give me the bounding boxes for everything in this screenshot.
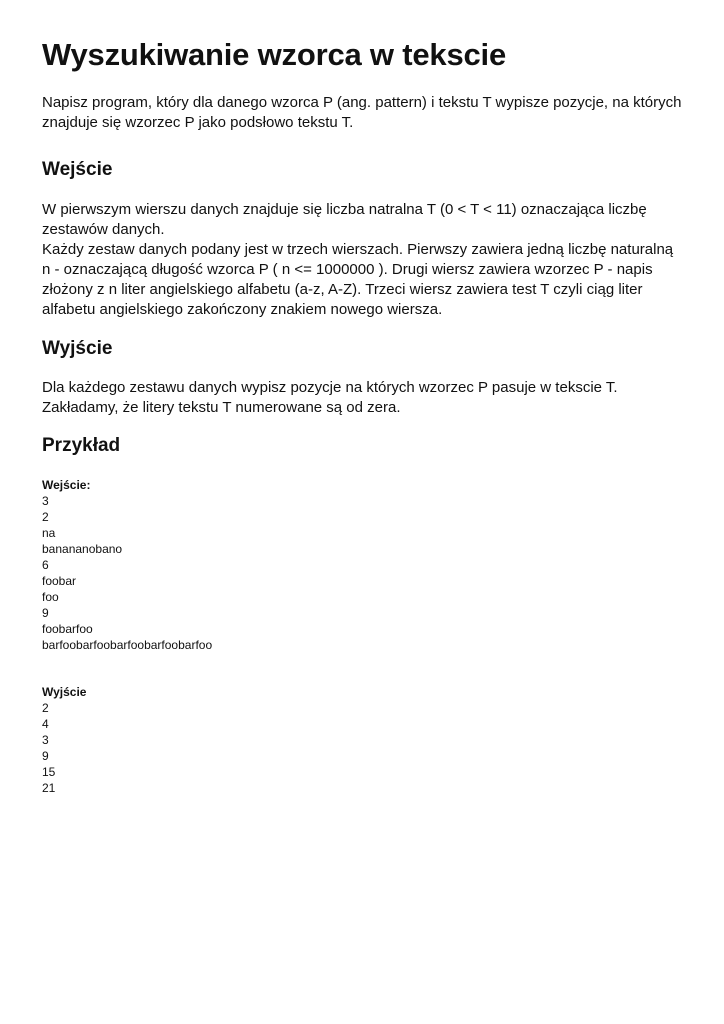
output-line: Zakładamy, że litery tekstu T numerowane są od zera. <box>42 399 401 416</box>
input-line: Każdy zestaw danych podany jest w trzech wierszach. Pierwszy zawiera jedną liczbę naturalną <box>42 241 674 258</box>
intro-line: znajduje się wzorzec P jako podsłowo tekstu T. <box>42 114 354 131</box>
example-heading: Przykład <box>42 435 121 456</box>
example-output-line: 3 <box>42 733 49 747</box>
document-page <box>42 0 692 796</box>
input-line: n - oznaczającą długość wzorca P ( n <= 1000000 ). Drugi wiersz zawiera wzorzec P - napis <box>42 261 653 278</box>
example-input-block <box>42 493 692 653</box>
example-input-line: barfoobarfoobarfoobarfoobarfoo <box>42 638 213 652</box>
example-output-line: 21 <box>42 781 56 795</box>
example-input-line: na <box>42 526 56 540</box>
intro-line: Napisz program, który dla danego wzorca P (ang. pattern) i tekstu T wypisze pozycje, na których <box>42 94 682 111</box>
input-line: alfabetu angielskiego zakończony znakiem nowego wiersza. <box>42 301 443 318</box>
input-line: zestawów danych. <box>42 221 165 238</box>
output-description <box>42 378 692 418</box>
example-input-line: foobarfoo <box>42 622 93 636</box>
input-heading: Wejście <box>42 159 113 180</box>
example-input-line: 2 <box>42 510 49 524</box>
example-output-line: 9 <box>42 749 49 763</box>
page-title: Wyszukiwanie wzorca w tekscie <box>42 37 506 72</box>
example-input-label: Wejście: <box>42 478 91 492</box>
example-input-line: banananobano <box>42 542 123 556</box>
example-input-line: 3 <box>42 494 49 508</box>
example-output-line: 2 <box>42 701 49 715</box>
example-output-line: 4 <box>42 717 49 731</box>
intro-paragraph <box>42 93 692 133</box>
example-input-line: foo <box>42 590 59 604</box>
example-input-line: 6 <box>42 558 49 572</box>
output-line: Dla każdego zestawu danych wypisz pozycje na których wzorzec P pasuje w tekscie T. <box>42 379 618 396</box>
example-output-line: 15 <box>42 765 56 779</box>
input-line: złożony z n liter angielskiego alfabetu (a-z, A-Z). Trzeci wiersz zawiera test T czyli ciąg liter <box>42 281 643 298</box>
input-description <box>42 200 692 320</box>
example-input-line: foobar <box>42 574 77 588</box>
example-output-block <box>42 700 692 796</box>
input-line: W pierwszym wierszu danych znajduje się liczba natralna T (0 < T < 11) oznaczająca liczbę <box>42 201 647 218</box>
example-input-line: 9 <box>42 606 49 620</box>
example-output-label: Wyjście <box>42 685 87 699</box>
output-heading: Wyjście <box>42 338 113 359</box>
